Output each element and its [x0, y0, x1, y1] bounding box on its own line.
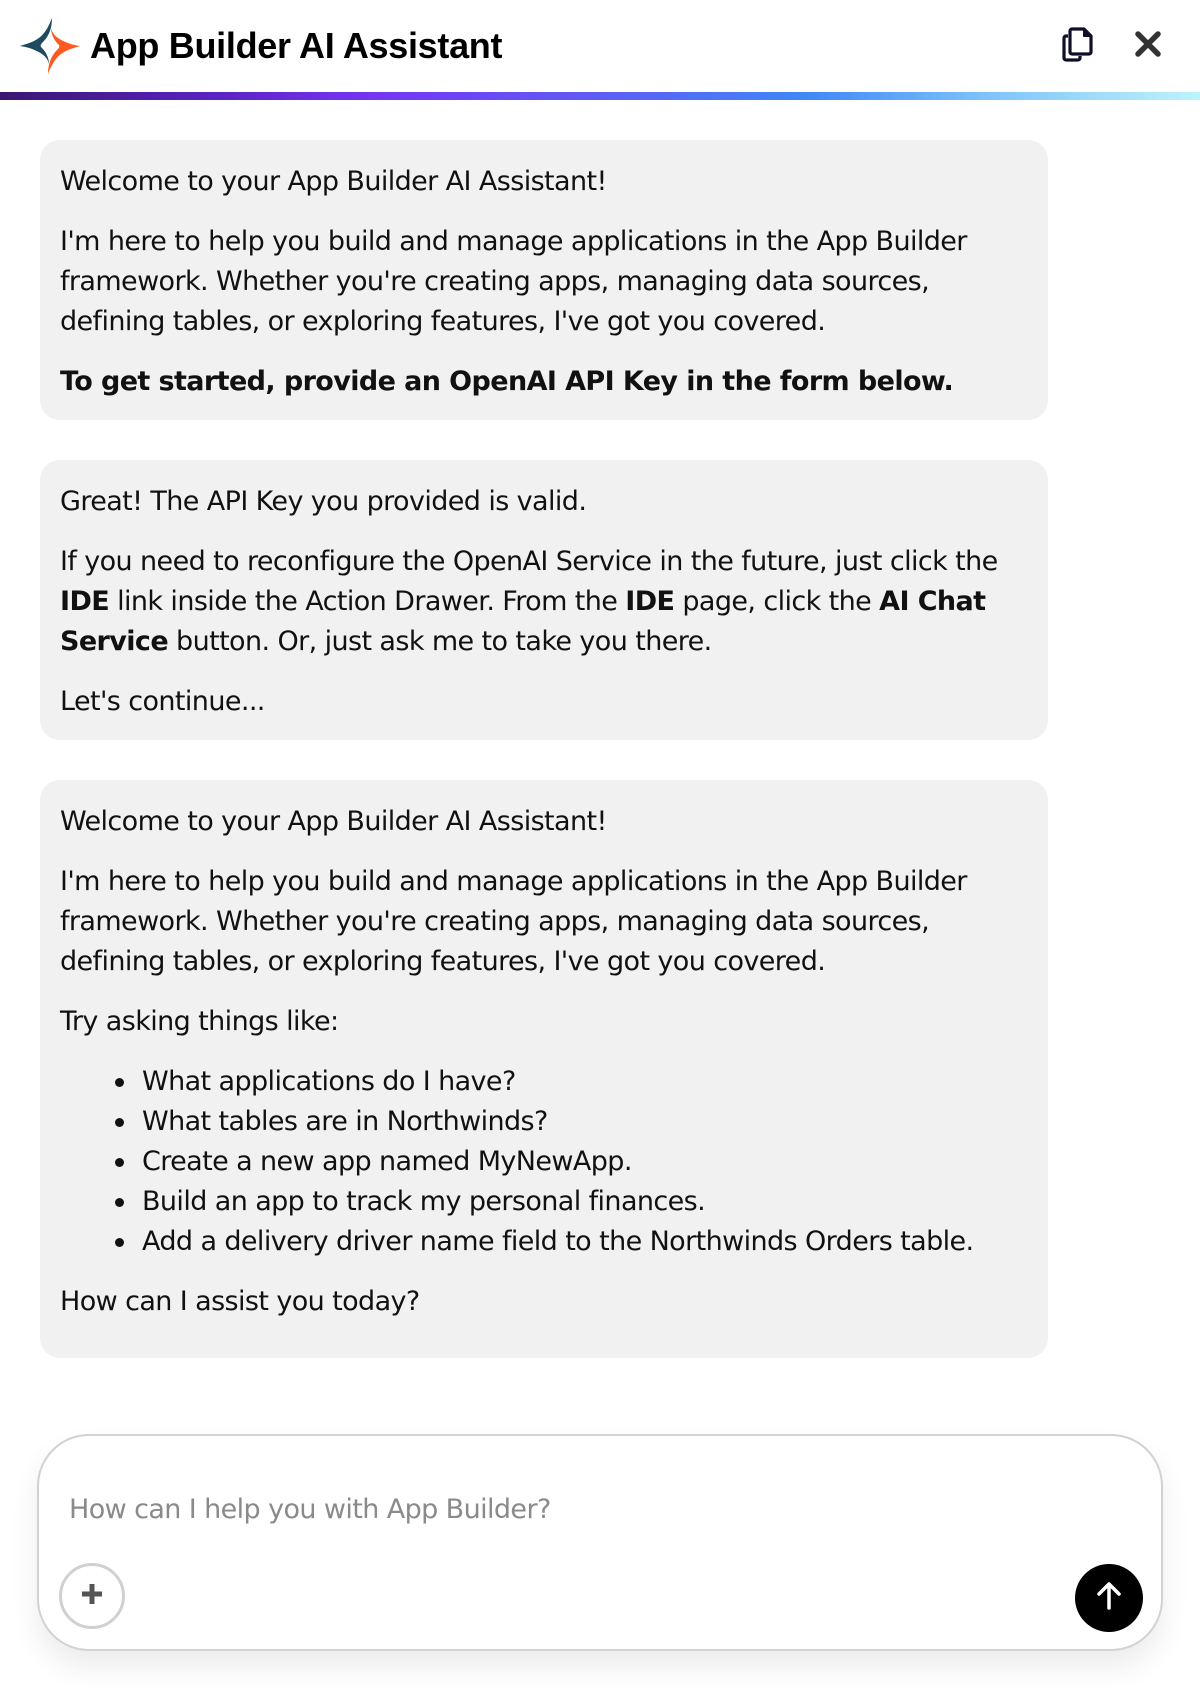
assistant-message [40, 460, 1048, 740]
message-composer [37, 1434, 1163, 1651]
add-attachment-button[interactable] [59, 1563, 125, 1629]
message-text: Welcome to your App Builder AI Assistant! [60, 806, 607, 837]
suggestion-item: Create a new app named MyNewApp. [142, 1142, 1028, 1182]
suggestion-item: What tables are in Northwinds? [142, 1102, 1028, 1142]
message-text: Let's continue... [60, 686, 265, 717]
chat-message-list [40, 140, 1048, 1398]
message-text: Great! The API Key you provided is valid. [60, 486, 587, 517]
message-text: How can I assist you today? [60, 1286, 420, 1317]
suggestion-item: Build an app to track my personal finances. [142, 1182, 1028, 1222]
send-button[interactable] [1075, 1564, 1143, 1632]
close-button[interactable] [1128, 26, 1168, 66]
plus-icon [79, 1581, 105, 1611]
copy-icon [1062, 26, 1094, 66]
suggestion-item: What applications do I have? [142, 1062, 1028, 1102]
message-text: I'm here to help you build and manage applications in the App Builder framework. Whether you're creating apps, managing data sources, defining tables, or exploring features, I've got you covered. [60, 866, 967, 977]
arrow-up-icon [1095, 1581, 1123, 1615]
message-text: I'm here to help you build and manage applications in the App Builder framework. Whether you're creating apps, managing data sources, defining tables, or exploring features, I've got you covered. [60, 226, 967, 337]
copy-conversation-button[interactable] [1058, 26, 1098, 66]
suggestion-list [60, 1062, 1028, 1262]
message-text-bold: To get started, provide an OpenAI API Key in the form below. [60, 366, 954, 397]
message-text: Try asking things like: [60, 1006, 339, 1037]
app-logo-icon [18, 14, 82, 78]
assistant-message [40, 140, 1048, 420]
close-icon [1134, 30, 1162, 62]
message-text: Welcome to your App Builder AI Assistant! [60, 166, 607, 197]
header [0, 0, 1200, 92]
assistant-message [40, 780, 1048, 1358]
header-gradient-divider [0, 92, 1200, 100]
message-text: If you need to reconfigure the OpenAI Service in the future, just click the IDE link inside the Action Drawer. From the IDE page, click the AI Chat Service button. Or, just ask me to take you there. [60, 546, 998, 657]
app-title: App Builder AI Assistant [90, 25, 503, 66]
chat-input[interactable] [69, 1484, 1109, 1534]
suggestion-item: Add a delivery driver name field to the Northwinds Orders table. [142, 1222, 1028, 1262]
